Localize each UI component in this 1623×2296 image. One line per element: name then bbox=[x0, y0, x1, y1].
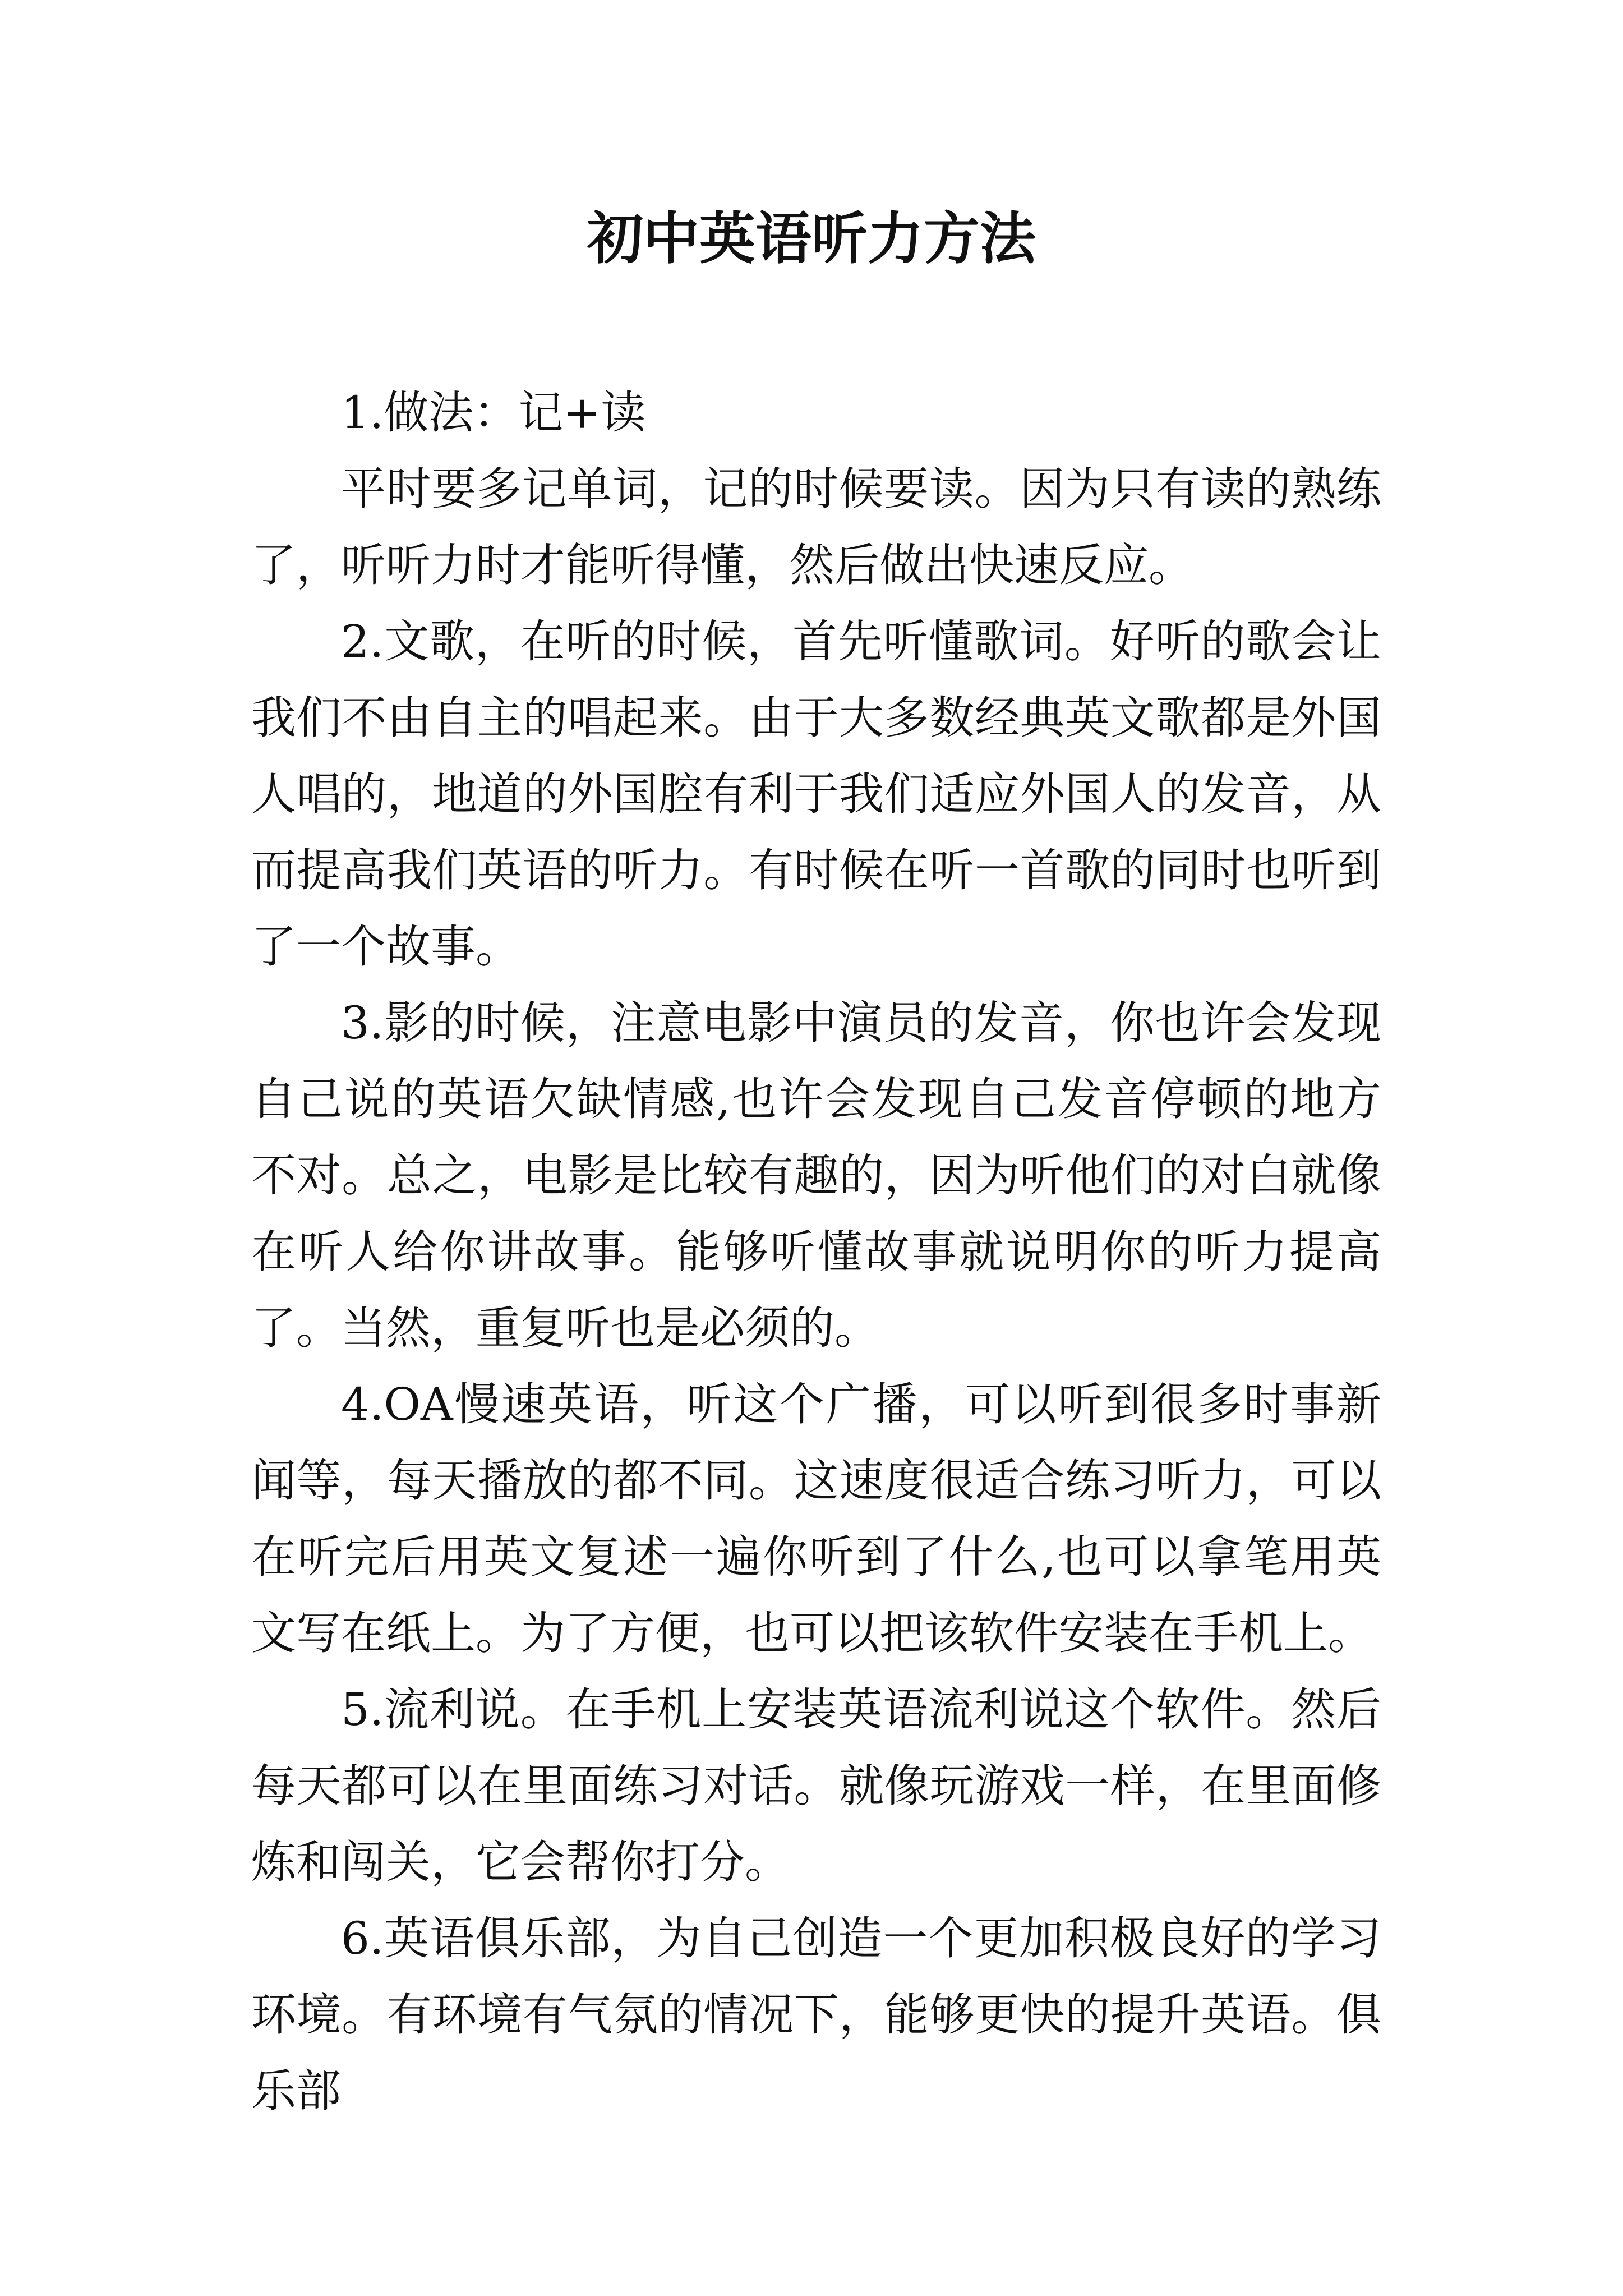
paragraph-1: 1.做法：记+读 bbox=[341, 386, 646, 439]
document-title: 初中英语听力方法 bbox=[587, 205, 1036, 272]
paragraph-7: 6.英语俱乐部，为自己创造一个更加积极良好的学习环境。有环境有气氛的情况下，能够更快的提升英语。俱乐部 bbox=[251, 1912, 1381, 2117]
paragraph-6: 5.流利说。在手机上安装英语流利说这个软件。然后每天都可以在里面练习对话。就像玩游戏一样，在里面修炼和闯关，它会帮你打分。 bbox=[251, 1683, 1381, 1888]
document-body bbox=[251, 375, 1381, 2129]
paragraph-2: 平时要多记单词，记的时候要读。因为只有读的熟练了，听听力时才能听得懂，然后做出快速反应。 bbox=[251, 463, 1381, 591]
paragraph-5: 4.OA慢速英语，听这个广播，可以听到很多时事新闻等，每天播放的都不同。这速度很适合练习听力，可以在听完后用英文复述一遍你听到了什么,也可以拿笔用英文写在纸上。为了方便，也可以把该软件安装在手机上。 bbox=[251, 1378, 1381, 1659]
paragraph-3: 2.文歌，在听的时候，首先听懂歌词。好听的歌会让我们不由自主的唱起来。由于大多数经典英文歌都是外国人唱的，地道的外国腔有利于我们适应外国人的发音，从而提高我们英语的听力。有时候在听一首歌的同时也听到了一个故事。 bbox=[251, 615, 1381, 973]
paragraph-4: 3.影的时候，注意电影中演员的发音，你也许会发现自己说的英语欠缺情感,也许会发现自己发音停顿的地方不对。总之，电影是比较有趣的，因为听他们的对白就像在听人给你讲故事。能够听懂故事就说明你的听力提高了。当然，重复听也是必须的。 bbox=[251, 997, 1381, 1354]
